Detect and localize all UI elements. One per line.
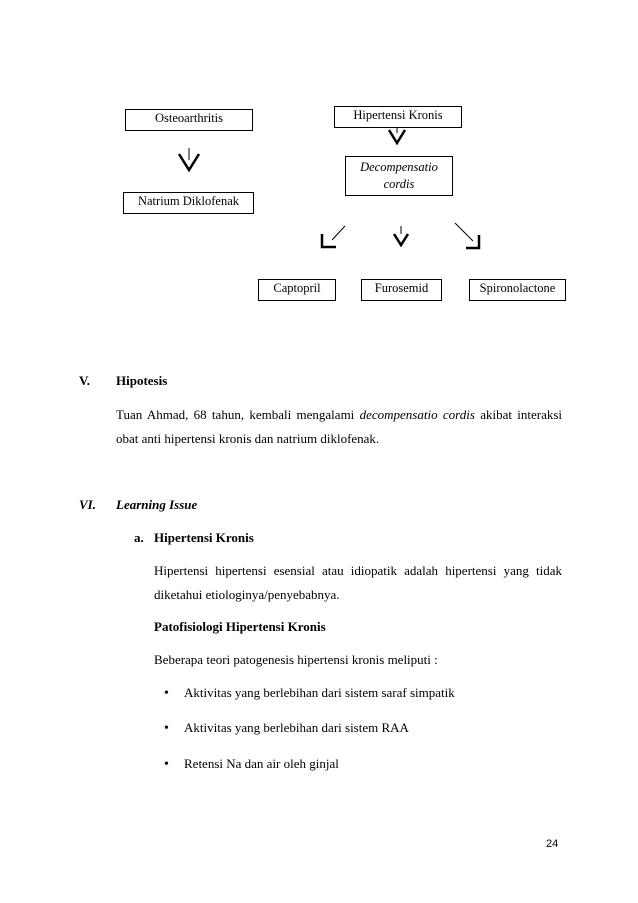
- section-v-title: Hipotesis: [116, 373, 168, 388]
- box-natrium-diklofenak: [123, 192, 254, 214]
- arrow-to-spironolactone: [455, 223, 479, 248]
- arrow-hipertensi-to-decompensatio: [389, 127, 405, 143]
- section-v-paragraph-line1: [116, 407, 562, 423]
- bullet-text: Aktivitas yang berlebihan dari sistem saraf simpatik: [184, 685, 455, 700]
- box-label: Osteoarthritis: [154, 111, 224, 125]
- arrow-to-furosemid: [394, 226, 408, 245]
- bullet-item: [164, 685, 455, 702]
- patofisiologi-intro: Beberapa teori patogenesis hipertensi kronis meliputi :: [154, 652, 438, 667]
- section-v-number: V.: [79, 373, 90, 388]
- definition-line2: diketahui etiologinya/penyebabnya.: [154, 587, 340, 602]
- bullet-text: Aktivitas yang berlebihan dari sistem RAA: [184, 720, 409, 735]
- bullet-icon: •: [164, 721, 169, 736]
- box-label: Captopril: [273, 281, 321, 295]
- box-decompensatio-cordis: [345, 156, 453, 196]
- subsection-a-label: a.: [134, 530, 144, 545]
- box-label-line2: cordis: [383, 177, 415, 191]
- box-label: Hipertensi Kronis: [353, 108, 443, 122]
- box-spironolactone: [469, 279, 566, 301]
- text-run-italic: decompensatio cordis: [359, 407, 475, 422]
- box-label: Natrium Diklofenak: [137, 194, 239, 208]
- box-label: Furosemid: [374, 281, 429, 295]
- box-captopril: [258, 279, 336, 301]
- section-vi-title: Learning Issue: [116, 497, 198, 512]
- section-v-paragraph-line2: obat anti hipertensi kronis dan natrium diklofenak.: [116, 431, 380, 446]
- bullet-item: [164, 756, 339, 773]
- box-label-line1: Decompensatio: [360, 160, 438, 174]
- box-hipertensi-kronis: [334, 106, 462, 128]
- text-run: akibat interaksi: [480, 407, 563, 422]
- patofisiologi-title: Patofisiologi Hipertensi Kronis: [154, 619, 326, 634]
- box-furosemid: [361, 279, 442, 301]
- bullet-icon: •: [164, 686, 169, 701]
- text-run: Tuan Ahmad, 68 tahun, kembali mengalami: [116, 407, 355, 422]
- definition-line1: Hipertensi hipertensi esensial atau idiopatik adalah hipertensi yang tidak: [154, 563, 562, 578]
- section-vi-number: VI.: [79, 497, 96, 512]
- box-osteoarthritis: [125, 109, 253, 131]
- bullet-icon: •: [164, 757, 169, 772]
- arrow-osteo-to-natrium: [179, 148, 199, 170]
- bullet-item: [164, 720, 409, 737]
- arrow-to-captopril: [322, 226, 345, 247]
- subsection-a-title: Hipertensi Kronis: [154, 530, 254, 545]
- bullet-text: Retensi Na dan air oleh ginjal: [184, 756, 339, 771]
- page-number: 24: [546, 838, 559, 850]
- box-label: Spironolactone: [479, 281, 556, 295]
